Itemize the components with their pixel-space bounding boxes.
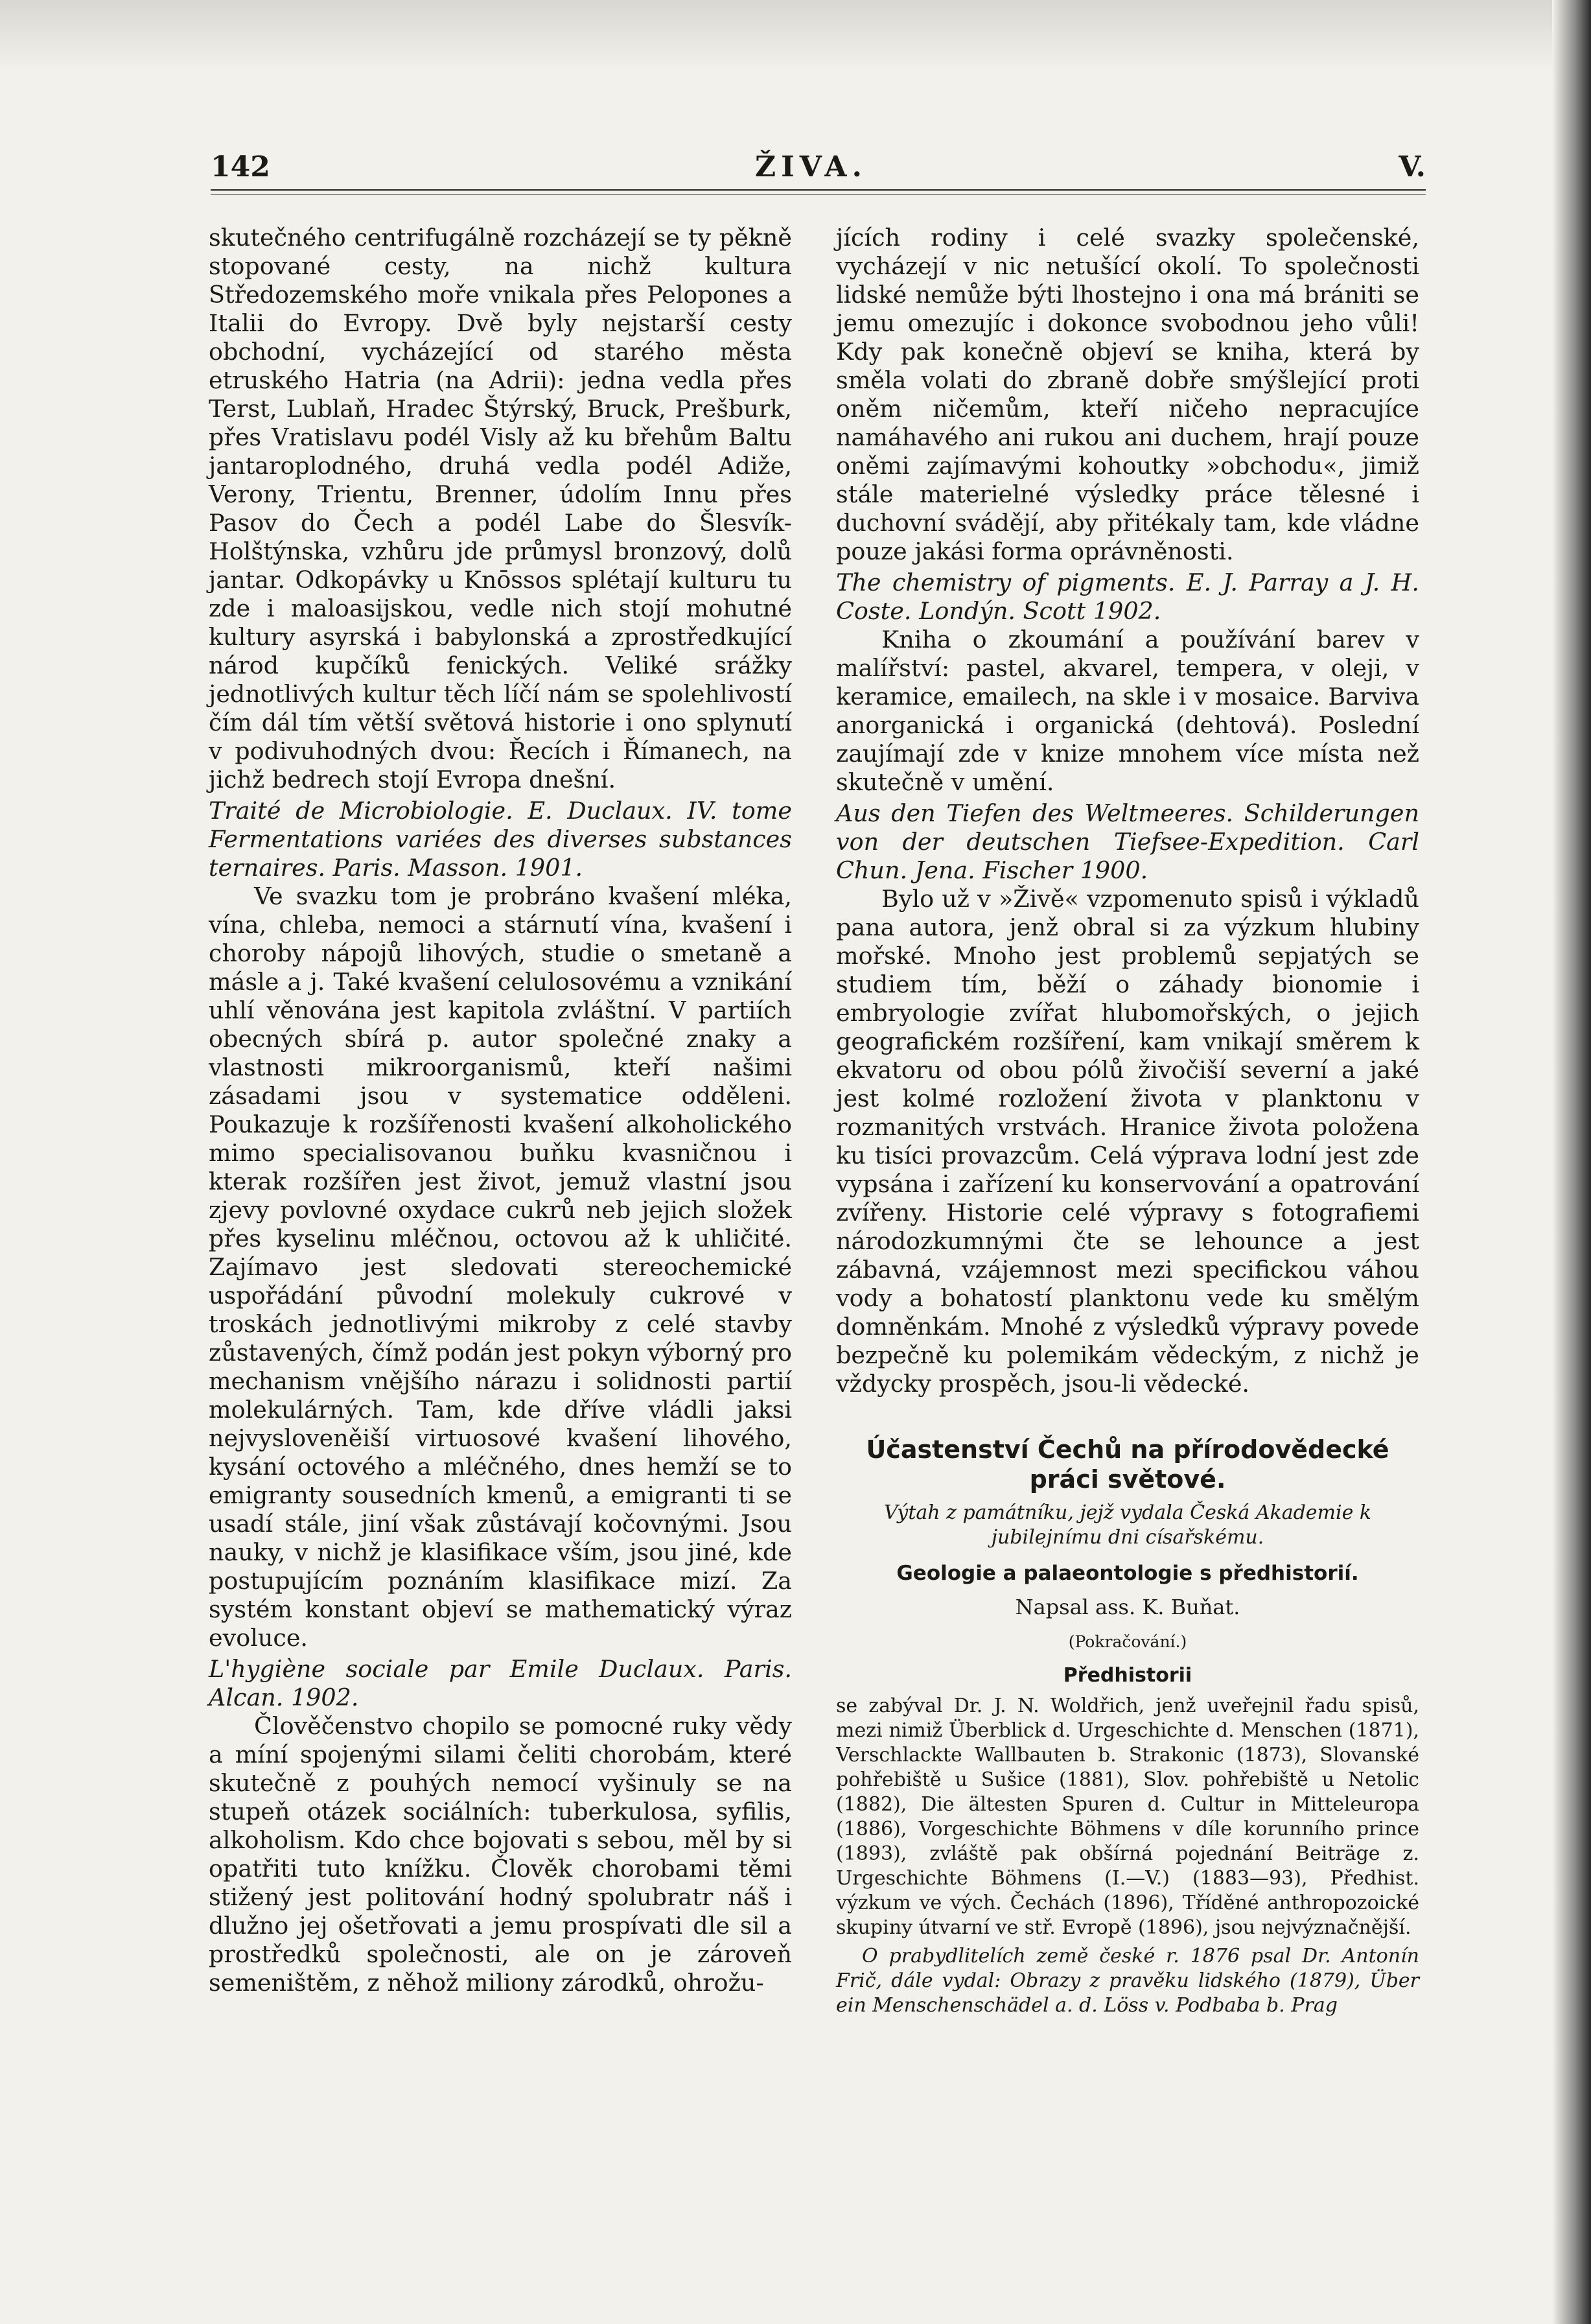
continued-note: (Pokračování.) bbox=[1068, 1632, 1187, 1651]
paragraph-social-hygiene-continued: jících rodiny i celé svazky společenské, vycházejí v nic netušící okolí. To společnosti lidské nemůže býti lhostejno i ona má brániti se jemu omezujíc i dokonce svobodnou jeho vůli! Kdy pak konečně objeví se kniha, která by směla volati do zbraně dobře smýšlející proti oněm ničemům, kteří ničeho nepracujíce namáhavého ani rukou ani duchem, hrají pouze oněmi zajímavými kohoutky »obchodu«, jimiž stále materielné výsledky práce tělesné i duchovní svádějí, aby přitékaly tam, kde vládne pouze jakási forma oprávněnosti. bbox=[836, 224, 1419, 565]
subsection-title: Geologie a palaeontologie s předhistorií. bbox=[896, 1562, 1359, 1585]
left-column bbox=[209, 224, 792, 1997]
running-head bbox=[211, 150, 1426, 189]
paragraph-ancient-trade-routes: skutečného centrifugálně rozcházejí se ty pěkně stopované cesty, na nichž kultura Středozemského moře vnikala přes Pelopones a Italii do Evropy. Dvě byly nejstarší cesty obchodní, vycházející od starého města etruského Hatria (na Adrii): jedna vedla přes Terst, Lublaň, Hradec Štýrský, Bruck, Prešburk, přes Vratislavu podél Visly až ku břehům Baltu jantaroplodného, druhá vedla podél Adiže, Verony, Trientu, Brenner, údolím Innu přes Pasov do Čech a podél Labe do Šlesvík-Holštýnska, vzhůru jde průmysl bronzový, dolů jantar. Odkopávky u Knōssos splétají kulturu tu zde i maloasijskou, vedle nich stojí mohutné kultury asyrská i babylonská a zprostředkující národ kupčíků fenických. Veliké srážky jednotlivých kultur těch líčí nám se spolehlivostí čím dál tím větší světová historie i ono splynutí v podivuhodných dvou: Řecích i Římanech, na jichž bedrech stojí Evropa dnešní. bbox=[209, 224, 792, 793]
paragraph-fermentation: Ve svazku tom je probráno kvašení mléka, vína, chleba, nemoci a stárnutí vína, kvašení i choroby nápojů lihových, studie o smetaně a másle a j. Také kvašení celulosovému a vznikání uhlí věnována jest kapitola zvláštní. V partiích obecných sbírá p. autor společné znaky a vlastnosti mikroorganismů, kteří našimi zásadami jsou v systematice odděleni. Poukazuje k rozšířenosti kvašení alkoholického mimo specialisovanou buňku kvasničnou i kterak rozšířen jest život, jemuž vlastní jsou zjevy povlovné oxydace cukrů neb jejich složek přes kyselinu mléčnou, octovou až k uhličité. Zajímavo jest sledovati stereochemické uspořádání původní molekuly cukrové v troskách jednotlivými mikroby z celé stavby zůstavených, čímž podán jest pokyn výborný pro mechanism vnějšího nárazu i solidnosti partií molekulárných. Tam, kde dříve vládli jaksi nejvysloveněiší virtuosové kvašení lihového, kysání octového a mléčného, dnes hemží se to emigranty sousedních kmenů, a emigranti ti se usadí stále, jiní však zůstávají kočovnými. Jsou nauky, v nichž je klasifikace vším, jsou jiné, kde postupujícím poznáním klasifikace mizí. Za systém konstant objeví se mathematický výraz evoluce. bbox=[209, 882, 792, 1652]
book-reference-pigments: The chemistry of pigments. E. J. Parray a J. H. Coste. Londýn. Scott 1902. bbox=[836, 569, 1419, 625]
section-subtitle: Výtah z památníku, jejž vydala Česká Akademie k jubilejnímu dni císařskému. bbox=[883, 1501, 1372, 1549]
book-reference-hygiene: L'hygiène sociale par Emile Duclaux. Paris. Alcan. 1902. bbox=[209, 1655, 792, 1711]
right-column bbox=[836, 224, 1419, 2018]
scan-right-edge bbox=[1552, 0, 1591, 2324]
paragraph-deep-sea-expedition: Bylo už v »Živě« vzpomenuto spisů i výkladů pana autora, jenž obral si za výzkum hlubiny mořské. Mnoho jest problemů sepjatých se studiem tím, běží o záhady bionomie i embryologie zvířat hlubomořských, o jejich geografickém rozšíření, kam vnikají směrem k ekvatoru od obou pólů živočiší severní a jaké jest kolmé rozložení života v planktonu v rozmanitých vrstvách. Hranice života položena ku tisíci provazcům. Celá výprava lodní jest zde vypsána i zařízení ku konservování a opatrování zvířeny. Historie celé výpravy s fotografiemi národozkumnými čte se lehounce a jest zábavná, vzájemnost mezi specifickou váhou vody a bohatostí planktonu vede ku smělým domněnkám. Mnohé z výsledků výpravy povede bezpečně ku polemikám vědeckým, z nichž je vždycky prospěch, jsou-li vědecké. bbox=[836, 885, 1419, 1398]
paragraph-pigments: Kniha o zkoumání a používání barev v malířství: pastel, akvarel, tempera, v oleji, v keramice, emailech, na skle i v mosaice. Barviva anorganická i organická (dehtová). Poslední zaujímají zde v knize mnohem více místa než skutečně v umění. bbox=[836, 626, 1419, 796]
scan-top-edge bbox=[0, 0, 1591, 71]
page-number: 142 bbox=[211, 150, 270, 183]
article-author: Napsal ass. K. Buňat. bbox=[1015, 1595, 1240, 1619]
paragraph-woldrich: se zabýval Dr. J. N. Woldřich, jenž uveřejnil řadu spisů, mezi nimiž Überblick d. Urgeschichte d. Menschen (1871), Verschlackte Wallbauten b. Strakonic (1873), Slovanské pohřebiště u Sušice (1881), Slov. pohřebiště u Netolic (1882), Die ältesten Spuren d. Cultur in Mitteleuropa (1886), Vorgeschichte Böhmens v díle korunního prince (1893), zvláště pak obšírná pojednání Beiträge z. Urgeschichte Böhmens (I.—V.) (1883—93), Předhist. výzkum ve vých. Čechách (1896), Tříděné anthropozoické skupiny útvarní ve stř. Evropě (1896), jsou nejvýznačnější. bbox=[836, 1695, 1419, 1939]
paragraph-social-hygiene: Člověčenstvo chopilo se pomocné ruky vědy a míní spojenými silami čeliti chorobám, které skutečně z pouhých nemocí vyšinuly se na stupeň otázek sociálních: tuberkulosa, syfilis, alkoholism. Kdo chce bojovati s sebou, měl by si opatřiti tuto knížku. Člověk chorobami těmi stižený jest politování hodný spolubratr náš i dlužno jej ošetřovati a jemu prospívati dle sil a prostředků společnosti, ale on je zároveň semeništěm, z něhož miliony zárodků, ohrožu- bbox=[209, 1712, 792, 1997]
book-reference-weltmeer: Aus den Tiefen des Weltmeeres. Schilderungen von der deutschen Tiefsee-Expedition. Carl Chun. Jena. Fischer 1900. bbox=[836, 799, 1419, 884]
journal-title: ŽIVA. bbox=[755, 150, 867, 183]
volume-number: V. bbox=[1399, 150, 1426, 183]
book-reference-microbiologie: Traité de Microbiologie. E. Duclaux. IV. tome Fermentations variées des diverses substances ternaires. Paris. Masson. 1901. bbox=[209, 797, 792, 882]
topic-heading: Předhistorii bbox=[1063, 1664, 1192, 1687]
paragraph-fric: O prabydlitelích země české r. 1876 psal Dr. Antonín Frič, dále vydal: Obrazy z pravěku lidského (1879), Über ein Menschenschädel a. d. Löss v. Podbaba b. Prag bbox=[836, 1945, 1419, 2017]
header-rule bbox=[211, 189, 1426, 194]
section-title: Účastenství Čechů na přírodovědecké práci světové. bbox=[866, 1435, 1389, 1494]
